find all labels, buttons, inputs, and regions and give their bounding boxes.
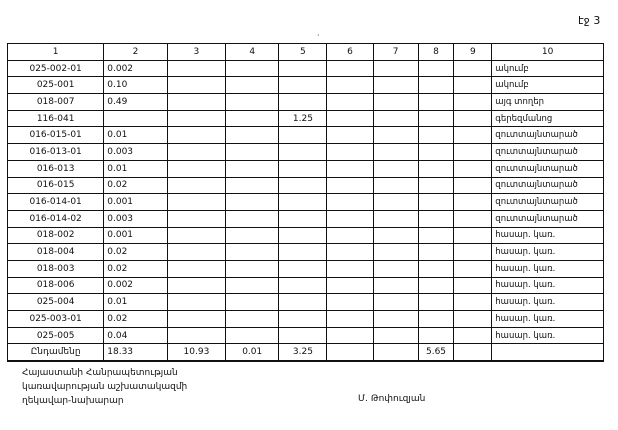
signature-block [22, 366, 187, 408]
value-cell [167, 311, 225, 328]
value-cell: 0.02 [104, 244, 167, 261]
table-row [8, 177, 604, 194]
code-cell: 025-002-01 [8, 60, 104, 77]
page-number: էջ 3 [578, 14, 601, 27]
value-cell [454, 94, 492, 111]
value-cell [327, 60, 373, 77]
code-cell: 016-014-01 [8, 194, 104, 211]
value-cell [226, 311, 279, 328]
value-cell [327, 210, 373, 227]
value-cell: 0.01 [104, 294, 167, 311]
total-cell: 5.65 [418, 344, 454, 361]
column-header: 7 [373, 44, 418, 61]
column-header: 2 [104, 44, 167, 61]
value-cell [418, 327, 454, 344]
table-row [8, 260, 604, 277]
code-cell: 018-006 [8, 277, 104, 294]
code-cell: 018-004 [8, 244, 104, 261]
value-cell [373, 244, 418, 261]
column-header: 8 [418, 44, 454, 61]
table-row [8, 127, 604, 144]
value-cell [167, 177, 225, 194]
purpose-cell: զուտտայնտարած [492, 194, 604, 211]
value-cell [279, 244, 327, 261]
purpose-cell: հասար. կառ. [492, 227, 604, 244]
value-cell [279, 294, 327, 311]
code-cell: 116-041 [8, 110, 104, 127]
value-cell [418, 160, 454, 177]
total-label: Ընդամենը [8, 344, 104, 361]
code-cell: 018-003 [8, 260, 104, 277]
value-cell [226, 260, 279, 277]
value-cell [373, 194, 418, 211]
value-cell [279, 194, 327, 211]
purpose-cell: զուտտայնտարած [492, 144, 604, 161]
code-cell: 016-015-01 [8, 127, 104, 144]
value-cell [279, 94, 327, 111]
value-cell [167, 110, 225, 127]
column-header: 5 [279, 44, 327, 61]
column-header: 1 [8, 44, 104, 61]
value-cell [167, 77, 225, 94]
value-cell [418, 277, 454, 294]
value-cell [279, 327, 327, 344]
value-cell [454, 177, 492, 194]
value-cell: 0.02 [104, 260, 167, 277]
column-header: 10 [492, 44, 604, 61]
value-cell [454, 227, 492, 244]
value-cell [454, 294, 492, 311]
value-cell: 0.002 [104, 60, 167, 77]
value-cell [373, 177, 418, 194]
header-row [8, 44, 604, 61]
purpose-cell: հասար. կառ. [492, 311, 604, 328]
table-row [8, 294, 604, 311]
value-cell [454, 277, 492, 294]
value-cell [454, 160, 492, 177]
total-cell: 3.25 [279, 344, 327, 361]
value-cell [418, 244, 454, 261]
value-cell [327, 110, 373, 127]
value-cell [327, 77, 373, 94]
value-cell [454, 260, 492, 277]
value-cell [167, 244, 225, 261]
value-cell [418, 177, 454, 194]
total-cell [373, 344, 418, 361]
value-cell [454, 77, 492, 94]
value-cell [373, 127, 418, 144]
value-cell [418, 194, 454, 211]
table-row [8, 244, 604, 261]
value-cell [167, 160, 225, 177]
value-cell [373, 277, 418, 294]
value-cell [327, 327, 373, 344]
stray-mark: · [317, 31, 320, 40]
value-cell [226, 110, 279, 127]
value-cell [373, 77, 418, 94]
total-row [8, 344, 604, 361]
code-cell: 025-004 [8, 294, 104, 311]
value-cell [327, 244, 373, 261]
value-cell [454, 194, 492, 211]
footer-line: Հայաստանի Հանրապետության [22, 368, 178, 378]
code-cell: 018-002 [8, 227, 104, 244]
value-cell [226, 77, 279, 94]
value-cell [226, 177, 279, 194]
data-table [7, 43, 604, 362]
table-row [8, 277, 604, 294]
code-cell: 016-015 [8, 177, 104, 194]
value-cell [454, 144, 492, 161]
value-cell [373, 144, 418, 161]
value-cell [418, 94, 454, 111]
value-cell [226, 227, 279, 244]
value-cell [226, 127, 279, 144]
value-cell [327, 277, 373, 294]
purpose-cell: զուտտայնտարած [492, 160, 604, 177]
footer-line: կառավարության աշխատակազմի [22, 382, 188, 392]
value-cell [454, 210, 492, 227]
value-cell [279, 160, 327, 177]
value-cell [167, 277, 225, 294]
value-cell [226, 60, 279, 77]
value-cell: 0.003 [104, 144, 167, 161]
value-cell: 0.001 [104, 194, 167, 211]
purpose-cell: այգ տողեր [492, 94, 604, 111]
value-cell [226, 327, 279, 344]
value-cell [167, 294, 225, 311]
value-cell [418, 227, 454, 244]
purpose-cell: զուտտայնտարած [492, 127, 604, 144]
table-row [8, 60, 604, 77]
purpose-cell: ակումբ [492, 77, 604, 94]
purpose-cell: հասար. կառ. [492, 277, 604, 294]
value-cell [454, 311, 492, 328]
value-cell [454, 244, 492, 261]
value-cell [327, 127, 373, 144]
total-cell [492, 344, 604, 361]
value-cell [226, 210, 279, 227]
value-cell [418, 260, 454, 277]
total-cell: 0.01 [226, 344, 279, 361]
value-cell [327, 160, 373, 177]
value-cell [418, 77, 454, 94]
code-cell: 025-001 [8, 77, 104, 94]
code-cell: 025-005 [8, 327, 104, 344]
value-cell: 0.003 [104, 210, 167, 227]
value-cell [279, 77, 327, 94]
code-cell: 016-013 [8, 160, 104, 177]
value-cell [167, 227, 225, 244]
value-cell [104, 110, 167, 127]
value-cell [454, 110, 492, 127]
value-cell [373, 227, 418, 244]
value-cell: 0.02 [104, 311, 167, 328]
code-cell: 016-014-02 [8, 210, 104, 227]
value-cell [418, 60, 454, 77]
value-cell [279, 144, 327, 161]
value-cell: 0.10 [104, 77, 167, 94]
value-cell [226, 160, 279, 177]
column-header: 4 [226, 44, 279, 61]
value-cell [167, 327, 225, 344]
table-row [8, 110, 604, 127]
value-cell [418, 210, 454, 227]
total-cell: 10.93 [167, 344, 225, 361]
value-cell [373, 294, 418, 311]
value-cell [279, 227, 327, 244]
value-cell [327, 260, 373, 277]
table-row [8, 94, 604, 111]
value-cell: 0.02 [104, 177, 167, 194]
value-cell [418, 127, 454, 144]
value-cell [327, 194, 373, 211]
table-row [8, 227, 604, 244]
value-cell: 0.01 [104, 160, 167, 177]
value-cell [373, 60, 418, 77]
table-row [8, 194, 604, 211]
value-cell: 0.002 [104, 277, 167, 294]
code-cell: 018-007 [8, 94, 104, 111]
value-cell [279, 311, 327, 328]
signer-name: Մ. Թոփուզյան [358, 394, 426, 404]
purpose-cell: հասար. կառ. [492, 327, 604, 344]
table-row [8, 327, 604, 344]
purpose-cell: զուտտայնտարած [492, 177, 604, 194]
value-cell [167, 60, 225, 77]
total-cell: 18.33 [104, 344, 167, 361]
value-cell: 1.25 [279, 110, 327, 127]
value-cell [279, 127, 327, 144]
table-row [8, 210, 604, 227]
value-cell [167, 94, 225, 111]
purpose-cell: գերեզմանոց [492, 110, 604, 127]
footer-line: ղեկավար-նախարար [22, 396, 124, 406]
value-cell [418, 110, 454, 127]
value-cell [167, 194, 225, 211]
value-cell [373, 210, 418, 227]
table-row [8, 144, 604, 161]
value-cell [327, 294, 373, 311]
value-cell [167, 210, 225, 227]
purpose-cell: զուտտայնտարած [492, 210, 604, 227]
column-header: 3 [167, 44, 225, 61]
value-cell [327, 144, 373, 161]
table-row [8, 311, 604, 328]
value-cell [279, 260, 327, 277]
value-cell [167, 144, 225, 161]
value-cell [418, 144, 454, 161]
value-cell [454, 60, 492, 77]
value-cell [279, 277, 327, 294]
value-cell [279, 60, 327, 77]
value-cell [226, 294, 279, 311]
value-cell [167, 260, 225, 277]
code-cell: 016-013-01 [8, 144, 104, 161]
value-cell: 0.01 [104, 127, 167, 144]
total-cell [327, 344, 373, 361]
value-cell: 0.001 [104, 227, 167, 244]
value-cell [226, 277, 279, 294]
value-cell [226, 144, 279, 161]
value-cell [327, 311, 373, 328]
value-cell: 0.04 [104, 327, 167, 344]
table-row [8, 77, 604, 94]
value-cell [327, 227, 373, 244]
value-cell [418, 311, 454, 328]
value-cell [454, 127, 492, 144]
value-cell [279, 210, 327, 227]
value-cell [327, 94, 373, 111]
value-cell [418, 294, 454, 311]
value-cell [226, 244, 279, 261]
value-cell [373, 110, 418, 127]
purpose-cell: հասար. կառ. [492, 294, 604, 311]
value-cell [373, 311, 418, 328]
purpose-cell: հասար. կառ. [492, 260, 604, 277]
value-cell [167, 127, 225, 144]
column-header: 6 [327, 44, 373, 61]
value-cell [454, 327, 492, 344]
value-cell: 0.49 [104, 94, 167, 111]
value-cell [373, 327, 418, 344]
purpose-cell: հասար. կառ. [492, 244, 604, 261]
code-cell: 025-003-01 [8, 311, 104, 328]
column-header: 9 [454, 44, 492, 61]
table-row [8, 160, 604, 177]
value-cell [373, 260, 418, 277]
value-cell [373, 160, 418, 177]
purpose-cell: ակումբ [492, 60, 604, 77]
value-cell [279, 177, 327, 194]
value-cell [373, 94, 418, 111]
value-cell [226, 194, 279, 211]
value-cell [327, 177, 373, 194]
total-cell [454, 344, 492, 361]
value-cell [226, 94, 279, 111]
